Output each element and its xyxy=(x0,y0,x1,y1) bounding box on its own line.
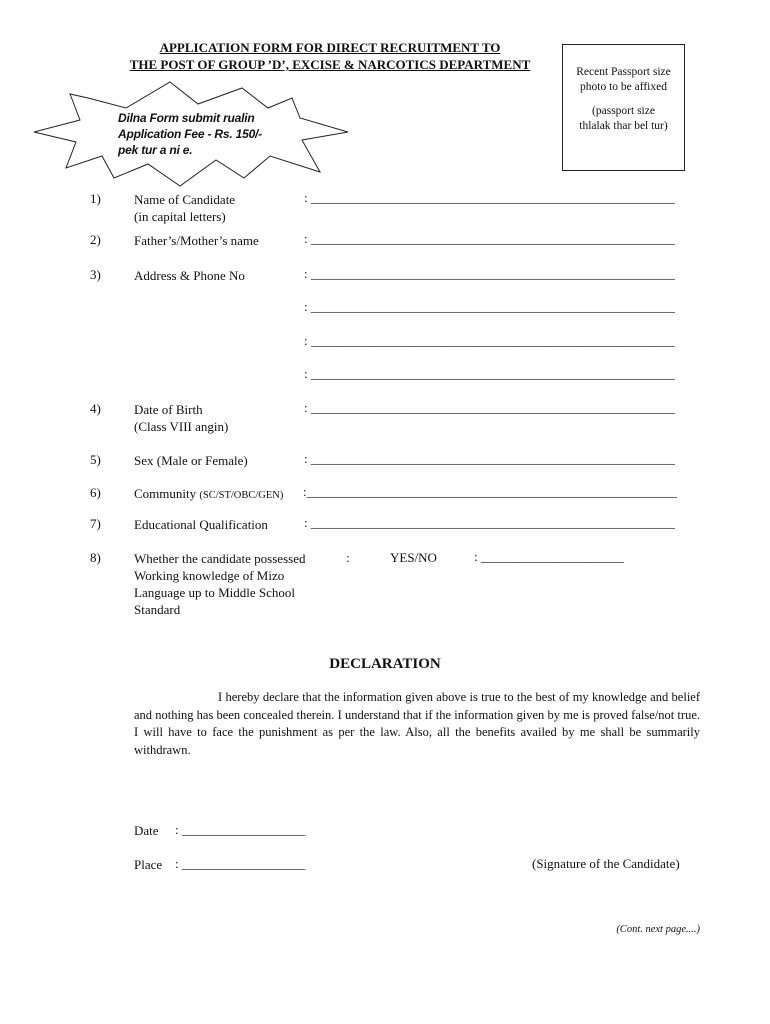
fee-note-line1: Dilna Form submit rualin xyxy=(118,111,255,125)
address-label: Address & Phone No xyxy=(134,268,245,283)
continued-note: (Cont. next page....) xyxy=(616,924,700,935)
field-number: 4) xyxy=(90,401,101,416)
form-title-line1: APPLICATION FORM FOR DIRECT RECRUITMENT TO xyxy=(159,40,501,55)
field-label-dob xyxy=(134,401,228,435)
address-input-line[interactable]: : ________________________________________________________ xyxy=(304,366,675,381)
mizo-label-line3: Language up to Middle School xyxy=(134,585,296,600)
name-sublabel: (in capital letters) xyxy=(134,209,226,224)
mizo-input-line[interactable]: : ______________________ xyxy=(474,549,624,564)
declaration-body: I hereby declare that the information given above is true to the best of my knowledge and belief and nothing has been concealed therein. I understand that if the information given by me is proved false/not true. I will have to face the punishment as per the law. Also, all the benefits availed by me shall be summarily withdrawn. xyxy=(134,690,700,757)
dob-sublabel: (Class VIII angin) xyxy=(134,419,229,434)
sex-input-line[interactable]: : ________________________________________________________ xyxy=(304,451,675,466)
education-input-line[interactable]: : ________________________________________________________ xyxy=(304,515,675,530)
fee-note xyxy=(118,110,288,158)
address-input-line[interactable]: : ________________________________________________________ xyxy=(304,266,675,281)
community-input-line[interactable]: :_________________________________________________________ xyxy=(303,484,678,499)
community-options: (SC/ST/OBC/GEN) xyxy=(199,490,284,501)
field-number: 6) xyxy=(90,485,101,500)
field-label-name xyxy=(134,191,235,225)
community-label-wrap xyxy=(134,485,283,504)
photo-box-line4: thlalak thar bel tur) xyxy=(579,120,668,132)
mizo-colon: : xyxy=(346,550,350,565)
mizo-label-line2: Working knowledge of Mizo xyxy=(134,568,285,583)
fee-note-line2: Application Fee - Rs. 150/- xyxy=(118,127,262,141)
field-number: 1) xyxy=(90,191,101,206)
sex-label: Sex (Male or Female) xyxy=(134,453,248,468)
fee-note-line3: pek tur a ni e. xyxy=(118,143,193,157)
mizo-label-line4: Standard xyxy=(134,602,181,617)
signature-label: (Signature of the Candidate) xyxy=(532,856,680,871)
place-label: Place xyxy=(134,857,163,872)
name-input-line[interactable]: : ________________________________________________________ xyxy=(304,190,675,205)
community-label: Community xyxy=(134,486,197,501)
form-title-line2: THE POST OF GROUP ’D’, EXCISE & NARCOTICS DEPARTMENT xyxy=(129,57,531,72)
mizo-label-line1: Whether the candidate possessed xyxy=(134,551,306,566)
photo-box-line1: Recent Passport size xyxy=(576,66,671,78)
photo-box-line3: (passport size xyxy=(592,105,655,117)
place-input-line[interactable]: : ___________________ xyxy=(175,856,306,871)
name-label: Name of Candidate xyxy=(134,192,236,207)
parent-name-input-line[interactable]: : ________________________________________________________ xyxy=(304,231,675,246)
photo-box-line2: photo to be affixed xyxy=(580,81,667,93)
address-input-line[interactable]: : ________________________________________________________ xyxy=(304,333,675,348)
field-number: 8) xyxy=(90,550,101,565)
mizo-knowledge-label xyxy=(134,550,305,618)
education-label: Educational Qualification xyxy=(134,517,268,532)
dob-input-line[interactable]: : ________________________________________________________ xyxy=(304,400,675,415)
address-input-line[interactable]: : ________________________________________________________ xyxy=(304,299,675,314)
date-input-line[interactable]: : ___________________ xyxy=(175,822,306,837)
passport-photo-box xyxy=(562,44,685,171)
field-number: 2) xyxy=(90,232,101,247)
yes-no-options: YES/NO xyxy=(390,550,437,565)
field-number: 7) xyxy=(90,516,101,531)
declaration-title: DECLARATION xyxy=(329,656,441,672)
field-number: 5) xyxy=(90,452,101,467)
field-number: 3) xyxy=(90,267,101,282)
date-label: Date xyxy=(134,823,159,838)
parent-name-label: Father’s/Mother’s name xyxy=(134,233,259,248)
dob-label: Date of Birth xyxy=(134,402,203,417)
